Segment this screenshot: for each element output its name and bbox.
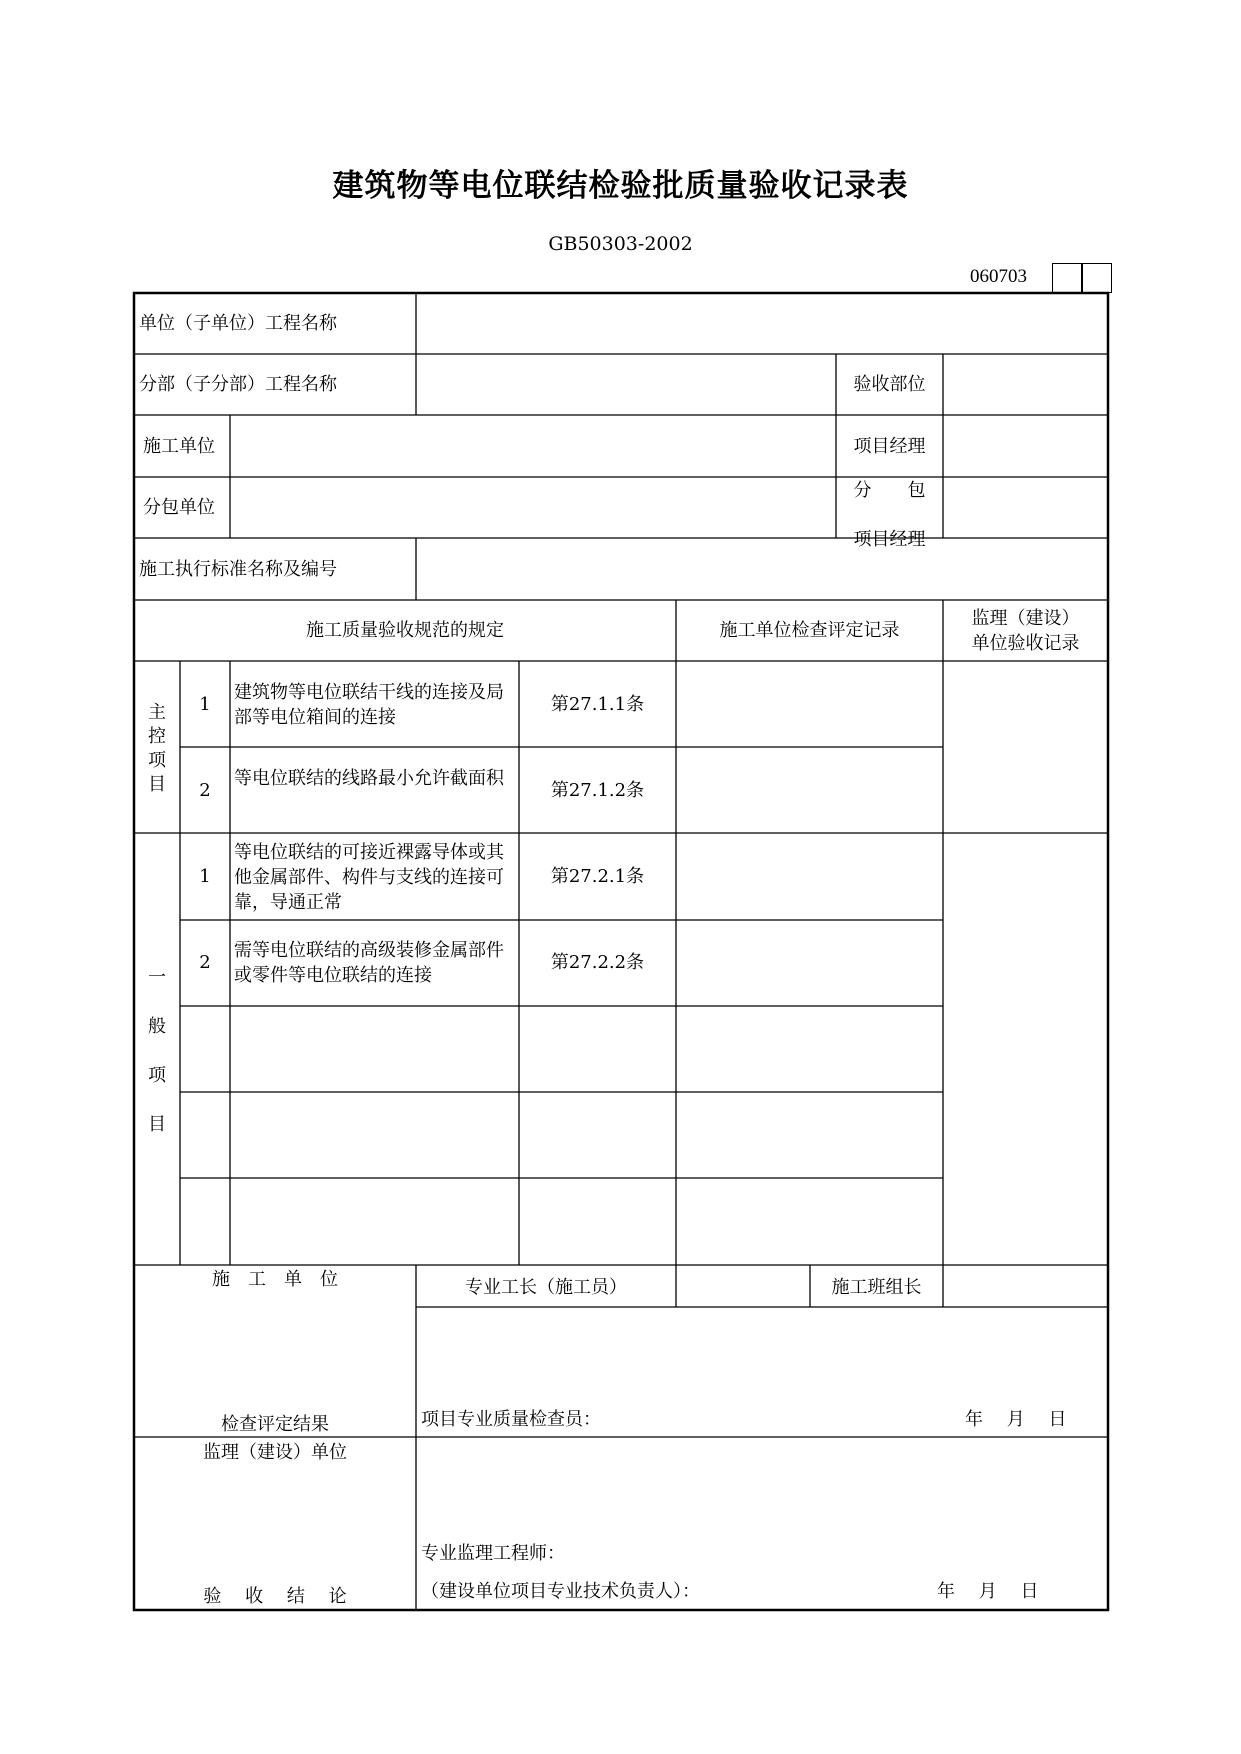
main-item-2-number: 2 (199, 780, 211, 801)
main-items-label-1: 主 (148, 702, 166, 723)
general-item-2-text: 需等电位联结的高级装修金属部件或零件等电位联结的连接 (234, 940, 504, 986)
main-items-label-3: 项 (148, 750, 166, 771)
construction-unit-label: 施 工 单 位 (212, 1269, 338, 1290)
project-name-field[interactable] (418, 295, 1106, 352)
general-item-4-check-field[interactable] (678, 1094, 941, 1176)
sub-project-label: 分部（子分部）工程名称 (139, 374, 337, 395)
standard-label: 施工执行标准名称及编号 (139, 559, 337, 580)
sub-project-field[interactable] (418, 356, 834, 413)
check-record-column-header: 施工单位检查评定记录 (719, 620, 900, 641)
constructor-label: 施工单位 (143, 436, 215, 457)
subcontractor-field[interactable] (232, 479, 834, 536)
general-item-1-text: 等电位联结的可接近裸露导体或其他金属部件、构件与支线的连接可靠，导通正常 (234, 842, 504, 913)
sub-manager-field[interactable] (945, 479, 1106, 536)
sub-manager-label-line2: 项目经理 (853, 529, 926, 550)
general-items-supervision-field[interactable] (945, 835, 1106, 1263)
general-item-5-check-field[interactable] (678, 1180, 941, 1263)
general-items-label-3: 项 (148, 1065, 166, 1086)
main-item-2-text: 等电位联结的线路最小允许截面积 (234, 768, 504, 789)
constructor-field[interactable] (232, 417, 834, 475)
standard-field[interactable] (418, 540, 1106, 598)
quality-inspector-label: 项目专业质量检查员： (421, 1409, 601, 1430)
general-item-2-number: 2 (199, 952, 211, 973)
project-manager-field[interactable] (945, 417, 1106, 475)
general-item-1-check-field[interactable] (678, 835, 941, 918)
main-item-1-check-field[interactable] (678, 663, 941, 745)
project-manager-label: 项目经理 (853, 436, 926, 457)
general-item-1-clause: 第27.2.1条 (550, 866, 645, 887)
general-item-2-clause: 第27.2.2条 (550, 952, 645, 973)
supervision-column-header-line1: 监理（建设） (971, 608, 1080, 629)
construction-result-label: 检查评定结果 (221, 1414, 329, 1435)
form-code: 060703 (970, 266, 1027, 287)
team-leader-label: 施工班组长 (831, 1277, 922, 1298)
supervision-date-label: 年 月 日 (937, 1581, 1039, 1602)
foreman-label: 专业工长（施工员） (465, 1277, 627, 1298)
foreman-field[interactable] (678, 1267, 808, 1305)
general-items-label-4: 目 (148, 1114, 166, 1135)
main-item-2-check-field[interactable] (678, 749, 941, 831)
main-item-1-text: 建筑物等电位联结干线的连接及局部等电位箱间的连接 (234, 682, 504, 728)
general-item-3-clause-field[interactable] (521, 1008, 674, 1090)
team-leader-field[interactable] (945, 1267, 1106, 1305)
sub-manager-cell (837, 478, 942, 550)
main-items-supervision-field[interactable] (945, 663, 1106, 831)
main-items-label-2: 控 (148, 726, 166, 747)
general-item-1-number: 1 (199, 866, 211, 887)
spec-column-header: 施工质量验收规范的规定 (306, 620, 504, 641)
acceptance-part-label: 验收部位 (853, 374, 926, 395)
project-name-label: 单位（子单位）工程名称 (139, 313, 337, 334)
supervision-column-header-line2: 单位验收记录 (971, 633, 1080, 654)
general-item-4-clause-field[interactable] (521, 1094, 674, 1176)
acceptance-part-field[interactable] (945, 356, 1106, 413)
acceptance-conclusion-label: 验 收 结 论 (203, 1586, 347, 1607)
owner-technical-lead-label: （建设单位项目专业技术负责人）： (421, 1581, 700, 1602)
general-items-label-2: 般 (148, 1016, 166, 1037)
supervising-engineer-label: 专业监理工程师： (421, 1543, 565, 1564)
construction-date-label: 年 月 日 (965, 1409, 1067, 1430)
general-item-2-check-field[interactable] (678, 922, 941, 1004)
general-items-label-1: 一 (148, 967, 166, 988)
sub-manager-label-line1: 分 包 (853, 480, 926, 501)
general-item-4-text-field[interactable] (232, 1094, 517, 1176)
standard-code: GB50303-2002 (548, 233, 693, 255)
main-items-label-4: 目 (148, 774, 166, 795)
main-item-1-number: 1 (199, 694, 211, 715)
subcontractor-label: 分包单位 (143, 497, 215, 518)
general-item-5-clause-field[interactable] (521, 1180, 674, 1263)
general-item-5-text-field[interactable] (232, 1180, 517, 1263)
general-item-3-check-field[interactable] (678, 1008, 941, 1090)
supervision-unit-label: 监理（建设）单位 (203, 1442, 347, 1463)
main-item-2-clause: 第27.1.2条 (550, 780, 645, 801)
general-item-3-text-field[interactable] (232, 1008, 517, 1090)
main-item-1-clause: 第27.1.1条 (550, 694, 645, 715)
form-title: 建筑物等电位联结检验批质量验收记录表 (332, 168, 909, 204)
